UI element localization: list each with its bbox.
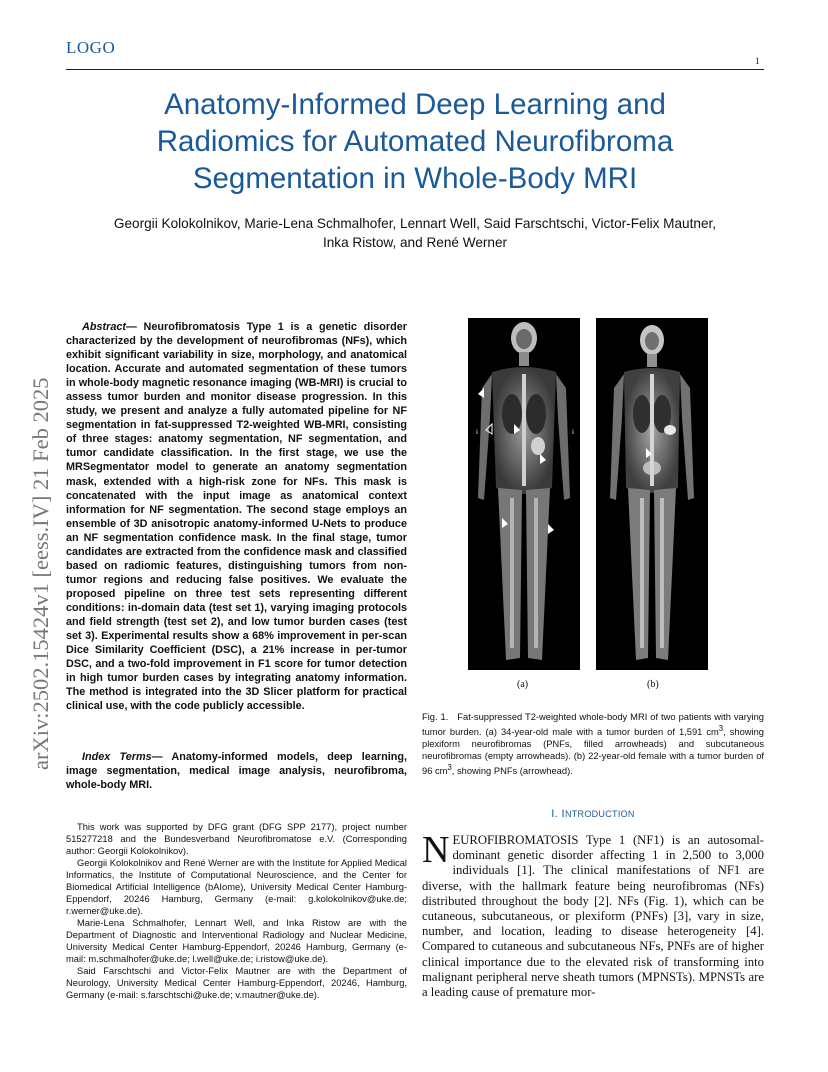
caption-label: Fig. 1. xyxy=(422,712,449,722)
paper-title xyxy=(80,86,750,197)
abstract: Abstract— Neurofibromatosis Type 1 is a genetic disorder characterized by the development of neurofibromas (NFs), which exhibit significant variability in size, morphology, and anatomical location. Accurate and automated segmentation of these tumors in whole-body magnetic resonance imaging (WB-MRI) is crucial to assess tumor burden and monitor disease progression. In this study, we present and analyze a fully automated pipeline for NF segmentation in fat-suppressed T2-weighted WB-MRI, consisting of three stages: anatomy segmentation, NF segmentation, and tumor candidate classification. In the first stage, we use the MRSegmentator model to generate an anatomy segmentation mask, extended with a high-risk zone for NFs. This mask is concatenated with the input image as anatomical context information for NF segmentation. The second stage employs an ensemble of 3D anisotropic anatomy-informed U-Nets to produce an NF segmentation confidence mask. In the final stage, tumor candidates are extracted from the confidence mask and classified based on radiomic features, distinguishing tumors from non-tumor regions and reducing false positives. We evaluate the proposed pipeline on three test sets representing different conditions: in-domain data (test set 1), varying imaging protocols and field strength (test set 2), and low tumor burden cases (test set 3). Experimental results show a 68% improvement in per-scan Dice Similarity Coefficient (DSC), a 21% increase in per-tumor DSC, and a two-fold improvement in F1 score for tumor detection in high tumor burden cases by integrating anatomy information. The method is integrated into the 3D Slicer platform for practical clinical use, with the code publicly accessible. xyxy=(66,321,407,713)
caption-part-3: , showing PNFs (arrowhead). xyxy=(451,766,573,777)
title-line-3: Segmentation in Whole-Body MRI xyxy=(192,162,638,195)
page-number: 1 xyxy=(755,56,760,66)
index-terms-label: Index Terms xyxy=(82,751,152,763)
header-rule xyxy=(66,69,764,70)
title-line-2: Radiomics for Automated Neurofibroma xyxy=(156,125,674,158)
footnote-funding: This work was supported by DFG grant (DFG SPP 2177), project number 515277218 and the Bundesverband Neurofibromatose e.V. (Corresponding author: Georgii Kolokolnikov). xyxy=(66,822,407,856)
caption-part-2: , showing plexiform neurofibromas (PNFs, filled arrowheads) and subcutaneous neurofibromas (empty arrowheads). (b) 22-year-old female with a tumor burden of 96 cm xyxy=(422,727,764,777)
author-list xyxy=(70,214,760,252)
intro-text: Type 1 (NF1) is an autosomal-dominant genetic disorder affecting 1 in 2,500 to 3,000 individuals [1]. The clinical manifestations of NF1 are diverse, with the hallmark feature being neurofibromas (NFs) distributed throughout the body [2]. NFs (Fig. 1), which can be cutaneous, subcutaneous, or plexiform (PNFs) [3], vary in size, number, and location, leading to disease heterogeneity [4]. Compared to cutaneous and subcutaneous NFs, PNFs are of higher clinical importance due to the elevated risk of transforming into malignant peripheral nerve sheath tumors (MPNSTs). MPNSTs are a leading cause of premature mor- xyxy=(422,833,764,1000)
title-line-1: Anatomy-Informed Deep Learning and xyxy=(164,88,666,121)
caption-part-1: Fat-suppressed T2-weighted whole-body MRI of two patients with varying tumor burden. (a) 34-year-old male with a tumor burden of 1,591 cm xyxy=(422,712,764,738)
abstract-label: Abstract xyxy=(82,321,126,333)
authors-line-2: Inka Ristow, and René Werner xyxy=(322,235,508,250)
drop-cap: N xyxy=(422,829,450,871)
authors-line-1: Georgii Kolokolnikov, Marie-Lena Schmalhofer, Lennart Well, Said Farschtschi, Victor-Felix Mautner, xyxy=(113,216,717,231)
section-title-initial: I xyxy=(561,808,565,820)
figure-label-a: (a) xyxy=(517,679,529,690)
mri-image-a xyxy=(468,318,580,670)
section-title-rest: NTRODUCTION xyxy=(564,809,635,819)
journal-logo: LOGO xyxy=(66,38,116,57)
intro-first-word: EUROFIBROMATOSIS xyxy=(452,833,579,847)
abstract-text: Neurofibromatosis Type 1 is a genetic disorder characterized by the development of neurofibromas (NFs), which exhibit significant variability in size, morphology, and anatomical location. Accurate and automated segmentation of these tumors in whole-body magnetic resonance imaging (WB-MRI) is crucial to assess tumor burden and monitor disease progression. In this study, we present and analyze a fully automated pipeline for NF segmentation in fat-suppressed T2-weighted WB-MRI, consisting of three stages: anatomy segmentation, NF segmentation, and tumor candidate classification. In the first stage, we use the MRSegmentator model to generate an anatomy segmentation mask, extended with a high-risk zone for NFs. This mask is concatenated with the input image as anatomical context information for NF segmentation. The second stage employs an ensemble of 3D anisotropic anatomy-informed U-Nets to produce an NF segmentation confidence mask. In the final stage, tumor candidates are extracted from the confidence mask and classified based on radiomic features, distinguishing tumors from non-tumor regions and reducing false positives. We evaluate the proposed pipeline on three test sets representing different conditions: in-domain data (test set 1), varying imaging protocols and field strength (test set 2), and low tumor burden cases (test set 3). Experimental results show a 68% improvement in per-scan Dice Similarity Coefficient (DSC), a 21% increase in per-tumor DSC, and a two-fold improvement in F1 score for tumor detection in high tumor burden cases by integrating anatomy information. The method is integrated into the 3D Slicer platform for practical clinical use, with the code publicly accessible. xyxy=(66,321,407,713)
footnotes xyxy=(66,821,407,1001)
arxiv-identifier: arXiv:2502.15424v1 [eess.IV] 21 Feb 2025 xyxy=(28,377,53,770)
caption-superscript-1: 3 xyxy=(718,724,724,733)
index-terms-text: Anatomy-informed models, deep learning, image segmentation, medical image analysis, neurofibroma, whole-body MRI. xyxy=(66,751,407,792)
footnote-affiliation-3: Said Farschtschi and Victor-Felix Mautner are with the Department of Neurology, University Medical Center Hamburg-Eppendorf, 20246, Hamburg, Germany (e-mail: s.farschtschi@uke.de; v.mautner@uke.de). xyxy=(66,966,407,1000)
figure-label-b: (b) xyxy=(647,679,659,690)
figure-caption xyxy=(422,711,764,777)
footnote-affiliation-1: Georgii Kolokolnikov and René Werner are with the Institute for Applied Medical Informatics, the Institute of Computational Neuroscience, and the Center for Biomedical Artificial Intelligence (bAIome), University Medical Center Hamburg-Eppendorf, 20246 Hamburg, Germany (e-mail: g.kolokolnikov@uke.de; r.werner@uke.de). xyxy=(66,858,407,916)
mri-image-b xyxy=(596,318,708,670)
section-heading-introduction xyxy=(422,808,764,820)
section-numeral: I. xyxy=(551,808,559,820)
footnote-affiliation-2: Marie-Lena Schmalhofer, Lennart Well, and Inka Ristow are with the Department of Diagnostic and Interventional Radiology and Nuclear Medicine, University Medical Center Hamburg-Eppendorf, 20246 Hamburg, Germany (e-mail: m.schmalhofer@uke.de; l.well@uke.de; i.ristow@uke.de). xyxy=(66,918,407,964)
caption-superscript-2: 3 xyxy=(447,763,452,773)
marker-i-a-left: i xyxy=(476,428,478,436)
marker-i-a-right: i xyxy=(572,428,574,436)
index-terms: Index Terms— Anatomy-informed models, deep learning, image segmentation, medical image analysis, neurofibroma, whole-body MRI. xyxy=(66,751,407,792)
introduction-paragraph xyxy=(422,829,764,1000)
